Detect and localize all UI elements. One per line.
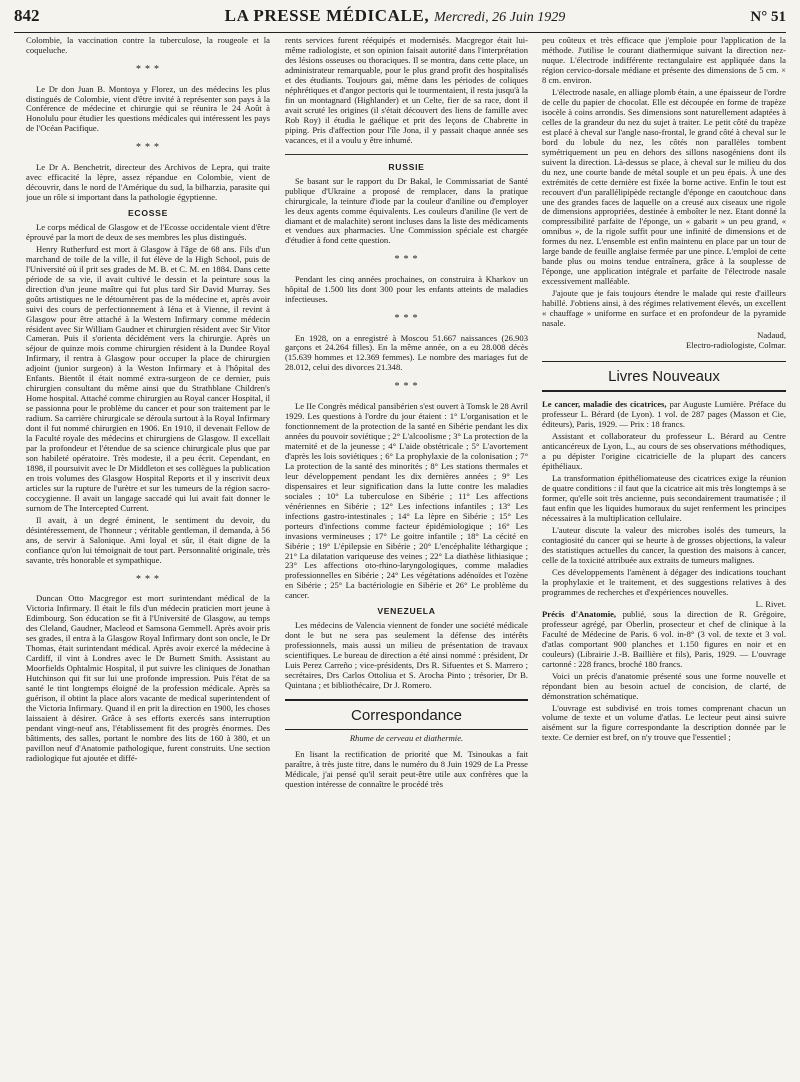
paragraph: Le corps médical de Glasgow et de l'Ecosse occidentale vient d'être éprouvé par la mort de deux de ses membres les plus distingués. [26, 221, 270, 242]
column-1 [26, 36, 270, 1076]
section-separator: * * * [394, 381, 419, 393]
section-separator: * * * [394, 312, 419, 324]
book-title: Précis d'Anatomie, [542, 608, 617, 619]
paragraph: Les médecins de Valencia viennent de fonder une société médicale dont le but ne sera pas seulement la défense des intérêts professionnels, mais aussi un milieu de présentation de travaux scientifiques. Le bureau de direction a été ainsi nommé : président, Dr Luis Perez Carreño ; vice-présidents, Drs R. Sifuentes et S. Marrero ; secrétaires, Drs Carlos Ottoliua et S. Arocha Pinto ; trésorier, Dr B. Quintana ; et bibliothécaire, Dr J. Romero. [285, 620, 528, 691]
issue-number: N° 51 [750, 9, 786, 25]
paragraph: La transformation épithéliomateuse des cicatrices exige la réunion de quatre conditions : il faut que la cicatrice ait mis très longtemps à se former, qu'elle soit très ancienne, puis secondairement traumatisée ; il faut enfin que les liquides humoraux du sujet renferment les principes nécessaires à la multiplication cellulaire. [542, 473, 786, 524]
section-separator: * * * [135, 573, 160, 585]
paragraph: J'ajoute que je fais toujours étendre le malade qui reste d'ailleurs habillé. J'obtiens ainsi, à des régimes relativement élevés, un excellent « chauffage » uniforme en surface et en profondeur de la pyramide nasale. [542, 288, 786, 329]
book-details: par Auguste Lumière. Préface du professeur L. Bérard (de Lyon). 1 vol. de 287 pages (Masson et Cie, éditeurs), Paris, 1929. — Prix : 18 francs. [542, 399, 786, 430]
journal-title [225, 6, 566, 26]
paragraph: Voici un précis d'anatomie présenté sous une forme nouvelle et répondant bien au besoin actuel de concision, de clarté, de démonstration schématique. [542, 670, 786, 701]
paragraph: Le Dr A. Benchetrit, directeur des Archivos de Lepra, qui traite avec efficacité la lèpre, assez répandue en Colombie, vient de découvrir, dans le nord de l'Amérique du sud, la bilharzia, parasite qui joue un rôle si important dans la pathologie égyptienne. [26, 161, 270, 202]
paragraph: Ces développements l'amènent à dégager des indications touchant la prophylaxie et le traitement, et des suggestions relatives à des programmes de recherches et d'expériences nouvelles. [542, 566, 786, 597]
paragraph: Colombie, la vaccination contre la tuberculose, la rougeole et la coqueluche. [26, 36, 270, 55]
author-affiliation: Electro-radiologiste, Colmar. [686, 340, 786, 351]
paragraph: Il avait, à un degré éminent, le sentiment du devoir, du désintéressement, de l'honneur ; véritable gentleman, il demanda, à 56 ans, de servir à Salonique. Ami loyal et sûr, il était digne de la confiance qu'on lui témoignait de tout part. Personnalité originale, très savante, très honorable et sympathique. [26, 514, 270, 565]
column-3 [542, 36, 786, 1076]
paragraph: En lisant la rectification de priorité que M. Tsinoukas a fait paraître, à très juste titre, dans le numéro du 8 Juin 1929 de La Presse Médicale, j'ai pensé qu'il serait peut-être utile aux confrères que la question intéresse de connaître le procédé très [285, 749, 528, 790]
paragraph: Duncan Otto Macgregor est mort surintendant médical de la Victoria Infirmary. Il était le fils d'un médecin praticien mort jeune à Edimbourg. Son éducation se fit à l'Université de Glasgow, au temps des Cleland, Gaudner, Macleod et Samsona Gemmell. Après avoir pris ses grades, il entra à la Glasgow Royal Infirmary dont son oncle, le Dr Thomas, était surintendant médical. Après avoir exercé la médecine à Cardiff, il vint à Londres avec le Dr Burnett Smith. Assistant au Moorfields Ophtalmic Hospital, il put suivre les cliniques de Jonathan Hutchinson qui fit sur lui une profonde impression. Puis l'état de sa santé le tint longtemps éloigné de la profession médicale. Après sa guérison, il obtint la place alors vacante de medical superintendent of the Victoria Infirmary. Quand il en prit la direction en 1900, les choses laissaient à désirer. Grâce à ses efforts exercés sans interruption pendant vingt-neuf ans, l'établissement fit des progrès énormes. Des bâtiments, des salles, portant le nombre des lits de 160 à 380, et un pavillon neuf d'Anatomie pathologique, furent construits. Une section radiologique fut ajoutée et diffé- [26, 593, 270, 763]
paragraph: L'auteur discute la valeur des microbes isolés des tumeurs, la contagiosité du cancer qui se heurte à de grosses objections, la valeur des statistiques actuelles du cancer, la question des maisons à cancer, celle de la toxicité attribuée aux extraits de tumeurs malignes. [542, 525, 786, 565]
paragraph: peu coûteux et très efficace que j'emploie pour l'application de la méthode. J'utilise le courant diathermique suivant la direction nez-nuque. L'électrode indifférente rectangulaire est appliquée dans la région cervico-dorsale médiane et présente des dimensions de 5 cm. × 8 cm. environ. [542, 36, 786, 85]
section-separator: * * * [394, 254, 419, 266]
paragraph: Se basant sur le rapport du Dr Bakal, le Commissariat de Santé publique d'Ukraine a proposé de remplacer, dans la pratique chirurgicale, la teinture d'iode par la couleur d'aniline ou d'employer les deux agents comme équivalents. Les couleurs d'aniline (le vert de diamant et de malachite) seront incluses dans la liste des médicaments et vendues aux pharmacies. Une Commission spéciale est chargée d'étudier à fond cette question. [285, 175, 528, 246]
author-signature: Nadaud, [757, 330, 786, 341]
section-heading-russie: RUSSIE [388, 161, 425, 172]
page-number: 842 [14, 6, 40, 25]
paragraph: Le IIe Congrès médical pansibérien s'est ouvert à Tomsk le 28 Avril 1929. Les questions à l'ordre du jour étaient : 1° L'organisation et le fonctionnement de la protection de la santé en Sibérie pendant les dix années du pouvoir soviétique ; 2° L'alcoolisme ; 3° La protection de la maternité et de la jeunesse ; 4° L'aide obstétricale ; 5° L'avortement d'après les lois soviétiques ; 6° La prophylaxie de la colonisation ; 7° La protection de la santé des minorités ; 8° Les stations thermales et leur développement pendant les dix dernières années ; 9° Les dispensaires et leur signification dans la lutte contre les maladies sociales ; 10° La tuberculose en Sibérie ; 11° Les affections vénériennes en Sibérie ; 12° Les infections infantiles ; 13° Les infections gastro-intestinales ; 14° La lèpre en Sibérie ; 15° Les porteurs d'infections comme facteur épidémiologique ; 16° Les invasions vermineuses ; 17° Le goitre infantile ; 18° La cécité en Sibérie ; 19° L'épilepsie en Sibérie ; 20° L'encéphalite léthargique ; 21° La dilatation variqueuse des veines ; 22° La diathèse lithiasique ; 23° Les affections oto-rhino-laryngologiques, comme maladies professionnelles en Sibérie ; 24° Les végétations adénoïdes et l'ozène en Sibérie ; 25° La bactériologie en Sibérie et 26° Le problème du cancer. [285, 400, 528, 601]
paragraph: rents services furent rééquipés et modernisés. Macgregor était lui-même radiologiste, et son opinion faisait autorité dans l'interprétation des lésions osseuses ou thoraciques. Il se montra, dans cette place, un administrateur remarquable, pour le plus grand profit des hospitalisés et des étudiants. Toujours gai, même dans les périodes de coliques néphrétiques et d'angor pectoris qui le tourmentaient, il resta jusqu'à la fin un montagnard (Highlander) et un Celte, fier de sa race, dont il avait scruté les origines (il s'était découvert des liens de famille avec Rob Roy) il étudia le gaélique et prit des leçons de Chabrette in piping. Pris d'affection pour l'île Jona, il y passait chaque année ses vacances, et il a voulu y être inhumé. [285, 36, 528, 145]
book-details: publié, sous la direction de R. Grégoire, professeur agrégé, par Oberlin, prosecteur et chef de clinique à la Faculté de Médecine de Paris. 6 vol. in-8° (3 vol. de texte et 3 vol. d'atlas comportant 900 planches et 1.150 figures en noir et en couleurs) (Librairie J.-B. Baillière et fils), Paris, 1929. — L'ouvrage cartonné : 228 francs, broché 180 francs. [542, 608, 786, 669]
livres-nouveaux-heading: Livres Nouveaux [542, 361, 786, 392]
section-separator: * * * [135, 142, 160, 154]
correspondance-subtitle: Rhume de cerveau et diathermie. [349, 733, 464, 744]
issue-date: Mercredi, 26 Juin 1929 [434, 10, 566, 25]
divider [285, 154, 528, 155]
paragraph: Pendant les cinq années prochaines, on construira à Kharkov un hôpital de 1.500 lits dont 300 pour les enfants atteints de maladies infectieuses. [285, 274, 528, 304]
book-entry-cancer [542, 400, 786, 430]
paragraph: Le Dr don Juan B. Montoya y Florez, un des médecins les plus distingués de Colombie, vient d'être invité à représenter son pays à la Conférence de médecine et chirurgie qui se réunira le 24 Août à Honolulu pour étudier les questions médicales qui intéressent les pays de l'Océan Pacifique. [26, 83, 270, 134]
section-separator: * * * [135, 63, 160, 75]
correspondance-heading: Correspondance [285, 699, 528, 730]
section-heading-venezuela: VENEZUELA [377, 606, 436, 617]
section-heading-ecosse: ECOSSE [127, 207, 169, 218]
paragraph: L'électrode nasale, en alliage plomb étain, a une épaisseur de l'ordre de celle du papier de chocolat. Elle est découpée en forme de trapèze isocèle à coins arrondis. Ses dimensions sont naturellement adaptées à celles de la grandeur du nez du sujet à traiter. Le petit côté du trapèze est placé à cheval sur l'angle naso-frontal, le grand côté à cheval sur le bord du lobule du nez, les côtés non parallèles tombent symétriquement un peu en dehors des sillons nasogéniens dont ils suivent la direction. Là-dessus se place, à cheval sur le milieu du dos du nez, une courte bande de métal souple et un peu épais. À une des extrémités de cette dernière est fixée la borne active. Enfin le tout est recouvert d'un parallélipipède rectangle d'éponge en caoutchouc dans une des grandes faces de laquelle on a creusé aux ciseaux une rigole de dimensions appropriées, destinée à emboîter le nez. Etant donné la compressibilité parfaite de l'éponge, un « gabarit » un peu grand, « omnibus », de la rigole suffit pour une infinité de dimensions et de formes du nez. L'ensemble est enfin maintenu en place par un tour de large bande de feuille anglaise fermée par une pince. L'emploi de cette bande plus ou moins tendue entraînera, grâce à la souplesse de l'éponge, une application intégrale et parfaite de l'électrode nasale excessivement malléable. [542, 86, 786, 287]
paragraph: En 1928, on a enregistré à Moscou 51.667 naissances (26.903 garçons et 24.264 filles). En la même année, on a eu 28.008 décès (15.639 hommes et 12.369 femmes). Le nombre des mariages fut de 28.012, celui des divorces 21.348. [285, 332, 528, 373]
book-entry-anatomie [542, 610, 786, 670]
reviewer-signature: L. Rivet. [755, 598, 786, 609]
paragraph: Assistant et collaborateur du professeur L. Bérard au Centre anticancéreux de Lyon, L., au cours de ses observations méthodiques, a pu dépister l'origine cicatricielle de la plupart des cancers épithéliaux. [542, 431, 786, 472]
paragraph: L'ouvrage est subdivisé en trois tomes comprenant chacun un volume de texte et un volume d'atlas. Le lecteur peut ainsi suivre aisément sur la figure correspondante la description donnée par le texte. Ce dernier est bref, on n'y trouve que l'essentiel ; [542, 702, 786, 743]
paragraph: Henry Rutherfurd est mort à Glasgow à l'âge de 68 ans. Fils d'un marchand de toile de la ville, il fut élève de la High School, puis de l'Université où il prit ses grades de M. B. et C. M. en 1884. Dans cette période de sa vie, il avait cultivé le dessin et la peinture sous la direction d'un jeune maître qui fut plus tard Sir David Murray. Ses goûts artistiques ne le détournèrent pas de la médecine et, après avoir suivi des cours de perfectionnement à Iéna et à Vienne, il revint à Glasgow pour être attaché à la Western Infirmary comme médecin résident avec Sir William Gaudner et chirurgien résident avec Sir Vitor Cameran. Puis il s'orienta décidément vers la chirurgie. Après un séjour de quinze mois comme chirurgien résident à la Dundee Royal Infirmary, il rentra à Glasgow pour occuper la place de chirurgien adjoint (junior surgeon) à la Weston Infirmary et à l'hôpital des Enfants. Bientôt il était nommé extra-surgeon de ce dernier, puis chirurgien consultant du même ainsi que du Strathblane Children's Home hospital. Attaché comme chirurgien au Royal cancer Hospital, il se passionna pour le problème du cancer et pour son traitement par le radium. Sa carrière chirurgicale se déroula surtout à la Royal Infirmary dont il fut nommé chirurgien en 1906. En 1910, il devenait Fellow de la Faculté royale des médecins et chirurgiens de Glasgow. Il excellait par la profondeur et l'étendue de sa science chirurgicale plus que par son habileté opératoire. Très modeste, il a peu écrit. Cependant, en 1898, il poursuivit avec le Dr Middleton et ses collègues la publication en trois volumes des Glasgow Hospital Reports et il y inscrivit deux articles sur la rupture de l'urètre et sur les tumeurs de la région sacro-coccygienne. Il avait un langage saccadé qui lui avait fait donner le surnom de The Intercepted Current. [26, 243, 270, 513]
journal-name: LA PRESSE MÉDICALE, [224, 6, 430, 25]
book-title: Le cancer, maladie des cicatrices, [542, 399, 667, 410]
page-header [14, 6, 786, 33]
column-2 [285, 36, 528, 1076]
